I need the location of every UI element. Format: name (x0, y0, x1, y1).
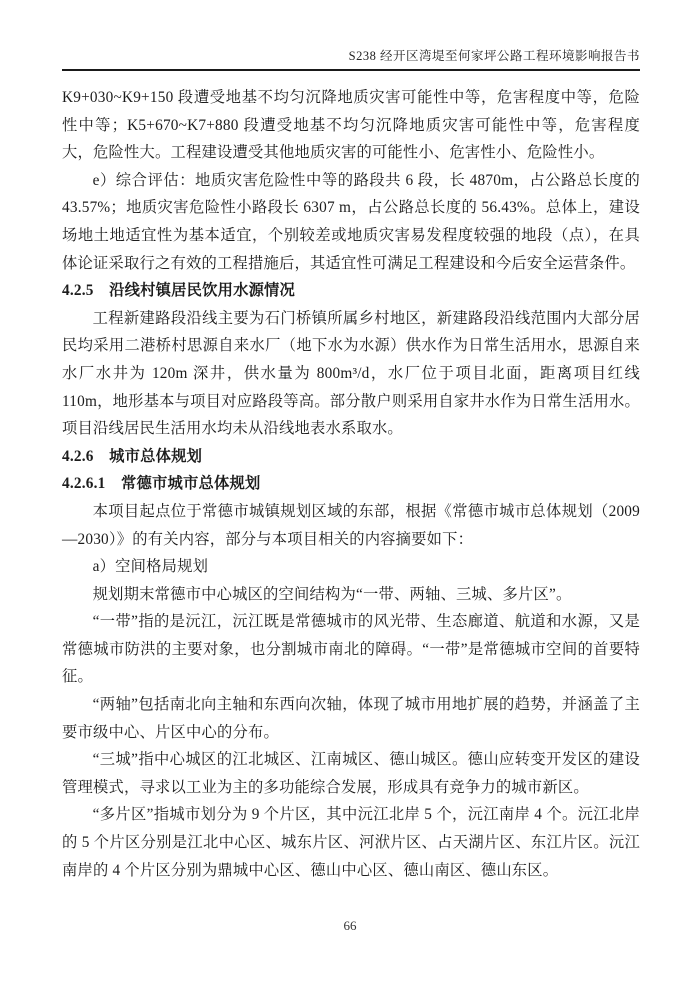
paragraph: K9+030~K9+150 段遭受地基不均匀沉降地质灾害可能性中等，危害程度中等，危险性中等；K5+670~K7+880 段遭受地基不均匀沉降地质灾害可能性中等，危害程度大，危险性大。工程建设遭受其他地质灾害的可能性小、危害性小、危险性小。 (62, 89, 640, 162)
document-body (62, 84, 640, 884)
paragraph: “两轴”包括南北向主轴和东西向次轴，体现了城市用地扩展的趋势，并涵盖了主要市级中心、片区中心的分布。 (62, 696, 640, 741)
paragraph: a）空间格局规划 (92, 558, 209, 576)
paragraph: 规划期末常德市中心城区的空间结构为“一带、两轴、三城、多片区”。 (92, 585, 572, 603)
paragraph: e）综合评估：地质灾害危险性中等的路段共 6 段，长 4870m，占公路总长度的43.57%；地质灾害危险性小路段长 6307 m，占公路总长度的 56.43%。总体上，建设场地土地适宜性为基本适宜，个别较差或地质灾害易发程度较强的地段（点），在具体论证采取行之有效的工程措施后，其适宜性可满足工程建设和今后安全运营条件。 (62, 171, 640, 272)
paragraph: “一带”指的是沅江，沅江既是常德城市的风光带、生态廊道、航道和水源，又是常德城市防洪的主要对象，也分割城市南北的障碍。“一带”是常德城市空间的首要特征。 (62, 613, 640, 686)
running-header: S238 经开区湾堤至何家坪公路工程环境影响报告书 (62, 46, 640, 71)
paragraph: 工程新建路段沿线主要为石门桥镇所属乡村地区，新建路段沿线范围内大部分居民均采用二港桥村思源自来水厂（地下水为水源）供水作为日常生活用水，思源自来水厂水井为 120m 深井，供水量为 800m³/d，水厂位于项目北面，距离项目红线 110m，地形基本与项目对应路段等高。部分散户则采用自家井水作为日常生活用水。项目沿线居民生活用水均未从沿线地表水系取水。 (62, 309, 640, 438)
paragraph: “多片区”指城市划分为 9 个片区，其中沅江北岸 5 个，沅江南岸 4 个。沅江北岸的 5 个片区分别是江北中心区、城东片区、河洑片区、占天湖片区、东江片区。沅江南岸的 4 个片区分别为鼎城中心区、德山中心区、德山南区、德山东区。 (62, 806, 640, 879)
section-heading-4-2-6-1: 4.2.6.1 常德市城市总体规划 (62, 475, 261, 493)
paragraph: 本项目起点位于常德市城镇规划区域的东部，根据《常德市城市总体规划（2009—2030）》的有关内容，部分与本项目相关的内容摘要如下： (62, 502, 640, 548)
section-heading-4-2-6: 4.2.6 城市总体规划 (62, 447, 203, 465)
paragraph: “三城”指中心城区的江北城区、江南城区、德山城区。德山应转变开发区的建设管理模式，寻求以工业为主的多功能综合发展，形成具有竞争力的城市新区。 (62, 751, 640, 796)
section-heading-4-2-5: 4.2.5 沿线村镇居民饮用水源情况 (62, 282, 296, 300)
page-number: 66 (343, 918, 357, 933)
